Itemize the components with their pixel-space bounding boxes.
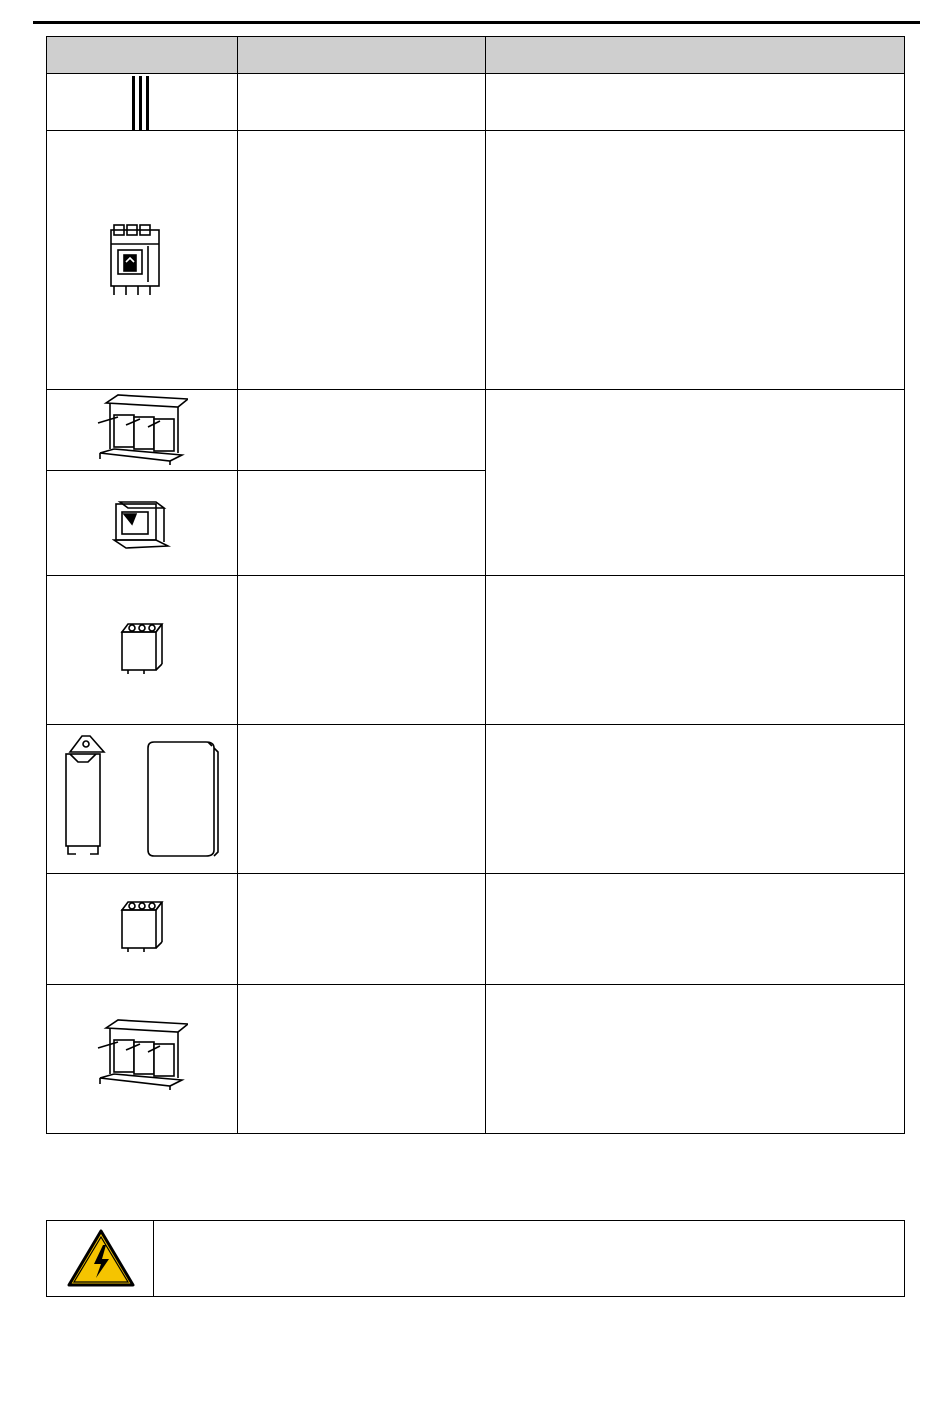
row-divider — [46, 130, 905, 131]
braking-resistor-enclosure-icon — [142, 738, 222, 860]
filter-icon — [118, 898, 164, 954]
row-divider — [46, 724, 905, 725]
table-border-top — [46, 36, 905, 37]
table-border-bottom — [46, 1133, 905, 1134]
row-divider — [46, 389, 905, 390]
cable-icon — [128, 76, 154, 130]
table-header-row — [46, 36, 905, 73]
three-phase-reactor-icon — [96, 391, 188, 467]
column-divider-1 — [237, 36, 238, 1134]
table-border-left — [46, 36, 47, 1134]
breaker-icon — [108, 222, 164, 298]
warning-divider — [153, 1221, 154, 1296]
row-divider-partial — [46, 470, 486, 471]
row-divider — [46, 873, 905, 874]
page-top-rule — [33, 21, 920, 24]
row-divider — [46, 73, 905, 74]
warning-box — [46, 1220, 905, 1297]
single-phase-reactor-icon — [112, 496, 172, 552]
braking-resistor-icon — [60, 734, 108, 858]
row-divider — [46, 984, 905, 985]
filter-icon — [118, 620, 164, 676]
three-phase-reactor-icon — [96, 1016, 188, 1092]
accessories-table — [46, 36, 905, 1134]
electrical-hazard-icon — [66, 1228, 136, 1293]
table-border-right — [904, 36, 905, 1134]
row-divider — [46, 575, 905, 576]
column-divider-2 — [485, 36, 486, 1134]
